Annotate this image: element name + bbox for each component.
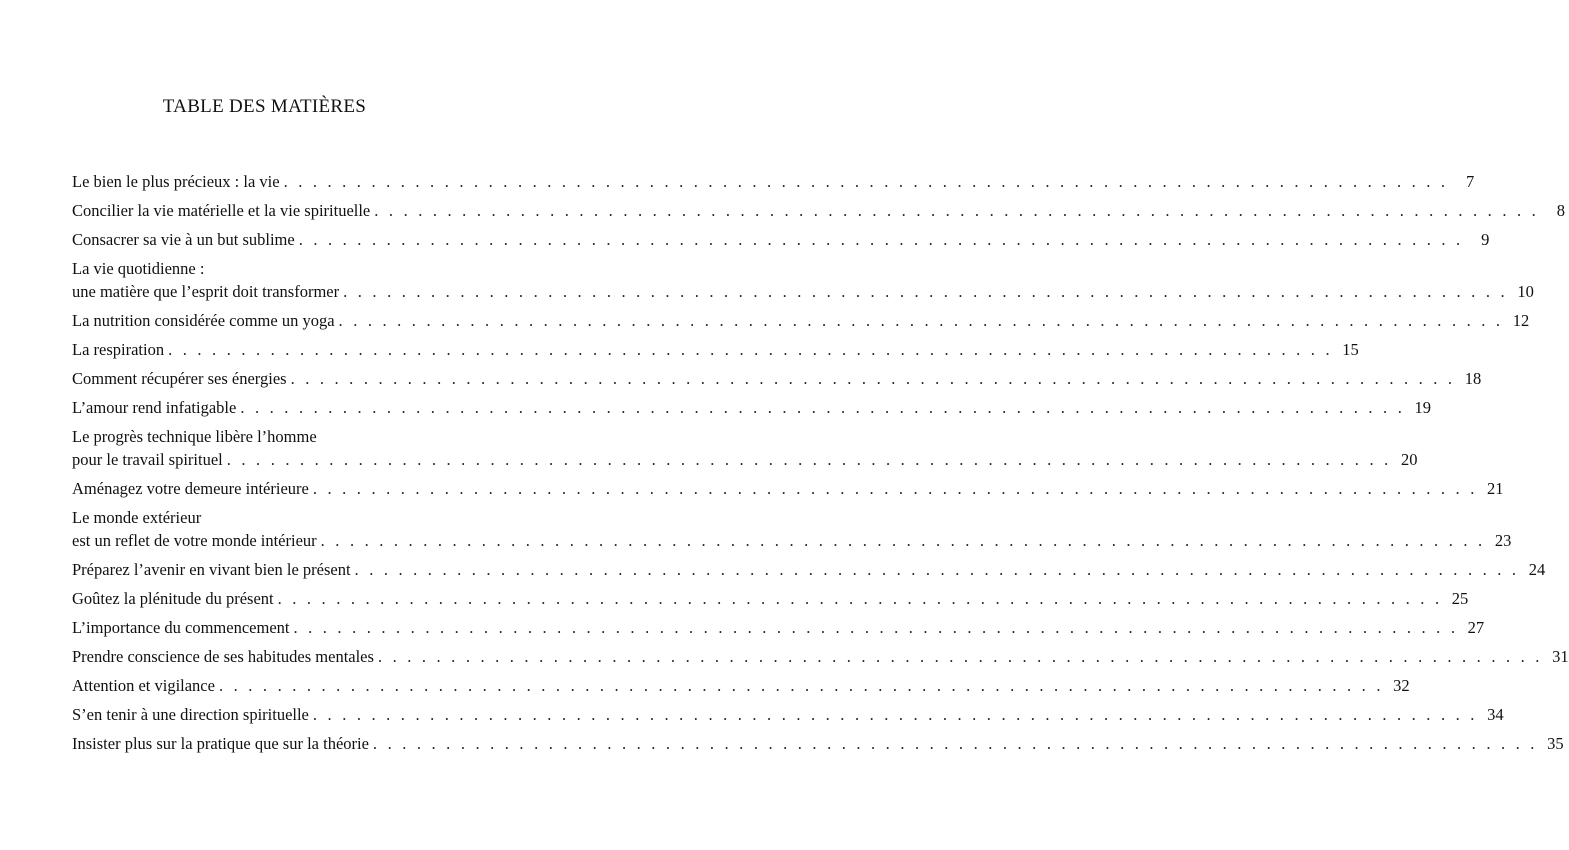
toc-page-number: 10 <box>1517 282 1534 301</box>
toc-entry-line <box>72 257 465 280</box>
toc-entry-line <box>72 396 1432 419</box>
toc-entry-line <box>72 477 1504 500</box>
toc-entry-line <box>72 674 1410 697</box>
toc-entry-line <box>72 529 1512 552</box>
toc-page-number: 8 <box>1556 201 1565 220</box>
toc-entry-title: S’en tenir à une direction spirituelle <box>72 705 309 724</box>
dot-leader: . . . . . . . . . . . . . . . . . . . . . . . . . . . . . . . . . . . . . . . . . . . . . . . . . . . . . . . . . . . . . . . . . . . . . . . . . . . . . . . . <box>290 369 1456 388</box>
dot-leader: . . . . . . . . . . . . . . . . . . . . . . . . . . . . . . . . . . . . . . . . . . . . . . . . . . . . . . . . . . . . . . . . . . . . . . . . . . . . . . . . <box>312 705 1478 724</box>
toc-entry-title: La vie quotidienne : <box>72 259 205 278</box>
toc-entry-title: Concilier la vie matérielle et la vie spirituelle <box>72 201 371 220</box>
dot-leader: . . . . . . . . . . . . . . . . . . . . . . . . . . . . . . . . . . . . . . . . . . . . . . . . . . . . . . . . . . . . . . . . . . . . . . . . . . . . . . . . <box>354 560 1520 579</box>
toc-entry[interactable] <box>72 338 1359 361</box>
toc-page-number: 7 <box>1466 172 1475 191</box>
toc-entry-line <box>72 587 1469 610</box>
dot-leader: . . . . . . . . . . . . . . . . . . . . . . . . . . . . . . . . . . . . . . . . . . . . . . . . . . . . . . . . . . . . . . . . . . . . . . . . . . . . . . . . <box>374 201 1539 220</box>
page-title: TABLE DES MATIÈRES <box>162 96 367 117</box>
toc-page-number: 35 <box>1547 734 1564 753</box>
toc-page-number: 31 <box>1552 647 1569 666</box>
toc-entry-line <box>72 506 465 529</box>
toc-entry-title: L’importance du commencement <box>72 618 290 637</box>
toc-entry-title: L’amour rend infatigable <box>72 398 237 417</box>
toc-entry-title: La respiration <box>72 340 165 359</box>
toc-entry-line <box>72 309 1530 332</box>
toc-entry-title: La nutrition considérée comme un yoga <box>72 311 335 330</box>
toc-page-number: 25 <box>1451 589 1469 608</box>
toc-entry-line <box>72 199 1565 222</box>
dot-leader: . . . . . . . . . . . . . . . . . . . . . . . . . . . . . . . . . . . . . . . . . . . . . . . . . . . . . . . . . . . . . . . . . . . . . . . . . . . . . . . . <box>283 172 1449 191</box>
toc-entry-title: Le progrès technique libère l’homme <box>72 427 317 446</box>
toc-entry[interactable] <box>72 558 1546 581</box>
toc-entry[interactable] <box>72 425 1418 471</box>
toc-entry-line <box>72 280 1534 303</box>
toc-page-number: 23 <box>1494 531 1512 550</box>
toc-entry-line <box>72 338 1359 361</box>
toc-entry-line <box>72 558 1546 581</box>
toc-entry[interactable] <box>72 645 1569 668</box>
table-of-contents <box>72 170 1569 761</box>
toc-page-number: 15 <box>1342 340 1359 359</box>
toc-page-number: 32 <box>1393 676 1410 695</box>
toc-entry-title: une matière que l’esprit doit transformer <box>72 282 340 301</box>
toc-entry-line <box>72 425 465 448</box>
toc-entry-title: Le monde extérieur <box>72 508 202 527</box>
toc-entry-line <box>72 367 1482 390</box>
toc-entry-title: pour le travail spirituel <box>72 450 223 469</box>
toc-entry[interactable] <box>72 396 1432 419</box>
dot-leader: . . . . . . . . . . . . . . . . . . . . . . . . . . . . . . . . . . . . . . . . . . . . . . . . . . . . . . . . . . . . . . . . . . . . . . . . . . . . . . . . <box>168 340 1333 359</box>
toc-entry[interactable] <box>72 228 1490 251</box>
toc-entry[interactable] <box>72 477 1504 500</box>
toc-entry-line <box>72 170 1475 193</box>
dot-leader: . . . . . . . . . . . . . . . . . . . . . . . . . . . . . . . . . . . . . . . . . . . . . . . . . . . . . . . . . . . . . . . . . . . . . . . . . . . . . . . . <box>338 311 1504 330</box>
toc-entry[interactable] <box>72 616 1485 639</box>
toc-entry[interactable] <box>72 170 1475 193</box>
toc-entry[interactable] <box>72 257 1534 303</box>
toc-entry-title: Le bien le plus précieux : la vie <box>72 172 280 191</box>
toc-page-number: 21 <box>1487 479 1504 498</box>
toc-entry-title: est un reflet de votre monde intérieur <box>72 531 317 550</box>
dot-leader: . . . . . . . . . . . . . . . . . . . . . . . . . . . . . . . . . . . . . . . . . . . . . . . . . . . . . . . . . . . . . . . . . . . . . . . . . . . . . . . . <box>293 618 1459 637</box>
toc-entry-title: Goûtez la plénitude du présent <box>72 589 274 608</box>
toc-page-number: 18 <box>1464 369 1482 388</box>
toc-entry[interactable] <box>72 674 1410 697</box>
dot-leader: . . . . . . . . . . . . . . . . . . . . . . . . . . . . . . . . . . . . . . . . . . . . . . . . . . . . . . . . . . . . . . . . . . . . . . . . . . . . . . . . <box>312 479 1478 498</box>
toc-entry[interactable] <box>72 199 1565 222</box>
toc-page-number: 24 <box>1528 560 1546 579</box>
toc-entry[interactable] <box>72 703 1504 726</box>
toc-entry-line <box>72 703 1504 726</box>
dot-leader: . . . . . . . . . . . . . . . . . . . . . . . . . . . . . . . . . . . . . . . . . . . . . . . . . . . . . . . . . . . . . . . . . . . . . . . . . . . . . . . . <box>372 734 1538 753</box>
toc-entry-line <box>72 645 1569 668</box>
toc-entry-title: Insister plus sur la pratique que sur la théorie <box>72 734 369 753</box>
toc-entry-title: Prendre conscience de ses habitudes mentales <box>72 647 374 666</box>
toc-entry-line <box>72 448 1418 471</box>
toc-entry-title: Préparez l’avenir en vivant bien le présent <box>72 560 351 579</box>
toc-entry-title: Aménagez votre demeure intérieure <box>72 479 309 498</box>
toc-entry-line <box>72 228 1490 251</box>
toc-page-number: 20 <box>1400 450 1418 469</box>
toc-entry[interactable] <box>72 506 1512 552</box>
toc-page-number: 27 <box>1467 618 1485 637</box>
dot-leader: . . . . . . . . . . . . . . . . . . . . . . . . . . . . . . . . . . . . . . . . . . . . . . . . . . . . . . . . . . . . . . . . . . . . . . . . . . . . . . . . <box>298 230 1464 249</box>
dot-leader: . . . . . . . . . . . . . . . . . . . . . . . . . . . . . . . . . . . . . . . . . . . . . . . . . . . . . . . . . . . . . . . . . . . . . . . . . . . . . . . . <box>320 531 1486 550</box>
dot-leader: . . . . . . . . . . . . . . . . . . . . . . . . . . . . . . . . . . . . . . . . . . . . . . . . . . . . . . . . . . . . . . . . . . . . . . . . . . . . . . . . <box>277 589 1443 608</box>
toc-page-number: 9 <box>1481 230 1490 249</box>
toc-entry-line <box>72 616 1485 639</box>
toc-page-number: 12 <box>1512 311 1530 330</box>
toc-entry[interactable] <box>72 732 1564 755</box>
toc-entry[interactable] <box>72 587 1469 610</box>
toc-entry-title: Consacrer sa vie à un but sublime <box>72 230 295 249</box>
toc-entry-title: Comment récupérer ses énergies <box>72 369 287 388</box>
toc-entry[interactable] <box>72 309 1530 332</box>
toc-entry-title: Attention et vigilance <box>72 676 215 695</box>
dot-leader: . . . . . . . . . . . . . . . . . . . . . . . . . . . . . . . . . . . . . . . . . . . . . . . . . . . . . . . . . . . . . . . . . . . . . . . . . . . . . . . . <box>240 398 1406 417</box>
dot-leader: . . . . . . . . . . . . . . . . . . . . . . . . . . . . . . . . . . . . . . . . . . . . . . . . . . . . . . . . . . . . . . . . . . . . . . . . . . . . . . . . <box>343 282 1508 301</box>
toc-entry[interactable] <box>72 367 1482 390</box>
dot-leader: . . . . . . . . . . . . . . . . . . . . . . . . . . . . . . . . . . . . . . . . . . . . . . . . . . . . . . . . . . . . . . . . . . . . . . . . . . . . . . . . <box>226 450 1392 469</box>
toc-page-number: 19 <box>1414 398 1432 417</box>
dot-leader: . . . . . . . . . . . . . . . . . . . . . . . . . . . . . . . . . . . . . . . . . . . . . . . . . . . . . . . . . . . . . . . . . . . . . . . . . . . . . . . . <box>377 647 1543 666</box>
toc-page-number: 34 <box>1487 705 1504 724</box>
dot-leader: . . . . . . . . . . . . . . . . . . . . . . . . . . . . . . . . . . . . . . . . . . . . . . . . . . . . . . . . . . . . . . . . . . . . . . . . . . . . . . . . <box>218 676 1384 695</box>
toc-entry-line <box>72 732 1564 755</box>
